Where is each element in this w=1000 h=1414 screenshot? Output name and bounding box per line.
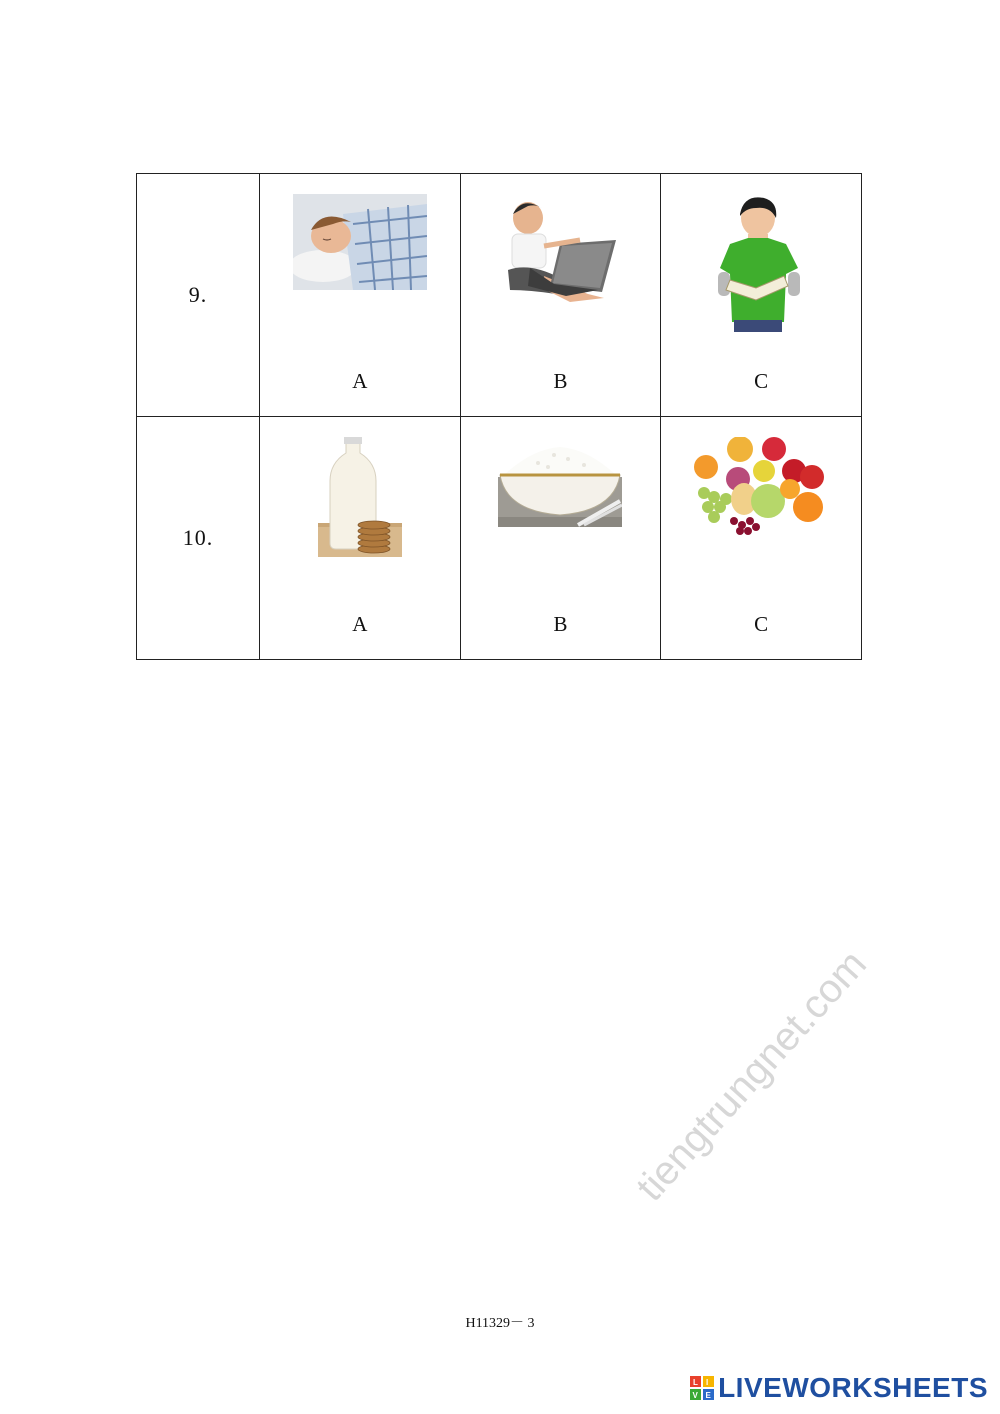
option-cell-10c[interactable] [661, 417, 862, 660]
question-number-cell [137, 417, 260, 660]
question-number: 10. [182, 525, 214, 550]
svg-text:E: E [705, 1391, 711, 1400]
fruit-pile-image [694, 437, 828, 537]
liveworksheets-logo-icon [690, 1376, 714, 1400]
sleeping-boy-image [293, 194, 427, 290]
svg-text:I: I [706, 1378, 709, 1387]
question-row-9 [137, 174, 862, 417]
option-letter: A [352, 369, 368, 393]
svg-text:L: L [693, 1378, 698, 1387]
child-with-laptop-image [500, 194, 620, 312]
question-row-10 [137, 417, 862, 660]
option-cell-10a[interactable] [260, 417, 461, 660]
option-letter: C [754, 369, 769, 393]
bowl-of-rice-image [498, 437, 622, 527]
svg-text:V: V [692, 1391, 698, 1400]
question-number-cell [137, 174, 260, 417]
page-footer: H11329－ 3 [465, 1316, 535, 1331]
liveworksheets-brand[interactable] [690, 1372, 988, 1404]
option-cell-9b[interactable] [460, 174, 661, 417]
option-cell-9a[interactable] [260, 174, 461, 417]
option-letter: A [352, 612, 368, 636]
option-cell-9c[interactable] [661, 174, 862, 417]
liveworksheets-wordmark: LIVEWORKSHEETS [718, 1372, 988, 1403]
option-letter: C [754, 612, 769, 636]
option-cell-10b[interactable] [460, 417, 661, 660]
watermark: tiengtrungnet.com [628, 942, 875, 1210]
option-letter: B [553, 612, 568, 636]
milk-and-cookies-image [318, 437, 402, 557]
question-table [136, 173, 862, 660]
option-letter: B [553, 369, 568, 393]
question-number: 9. [188, 282, 208, 307]
boy-reading-book-image [718, 194, 804, 332]
